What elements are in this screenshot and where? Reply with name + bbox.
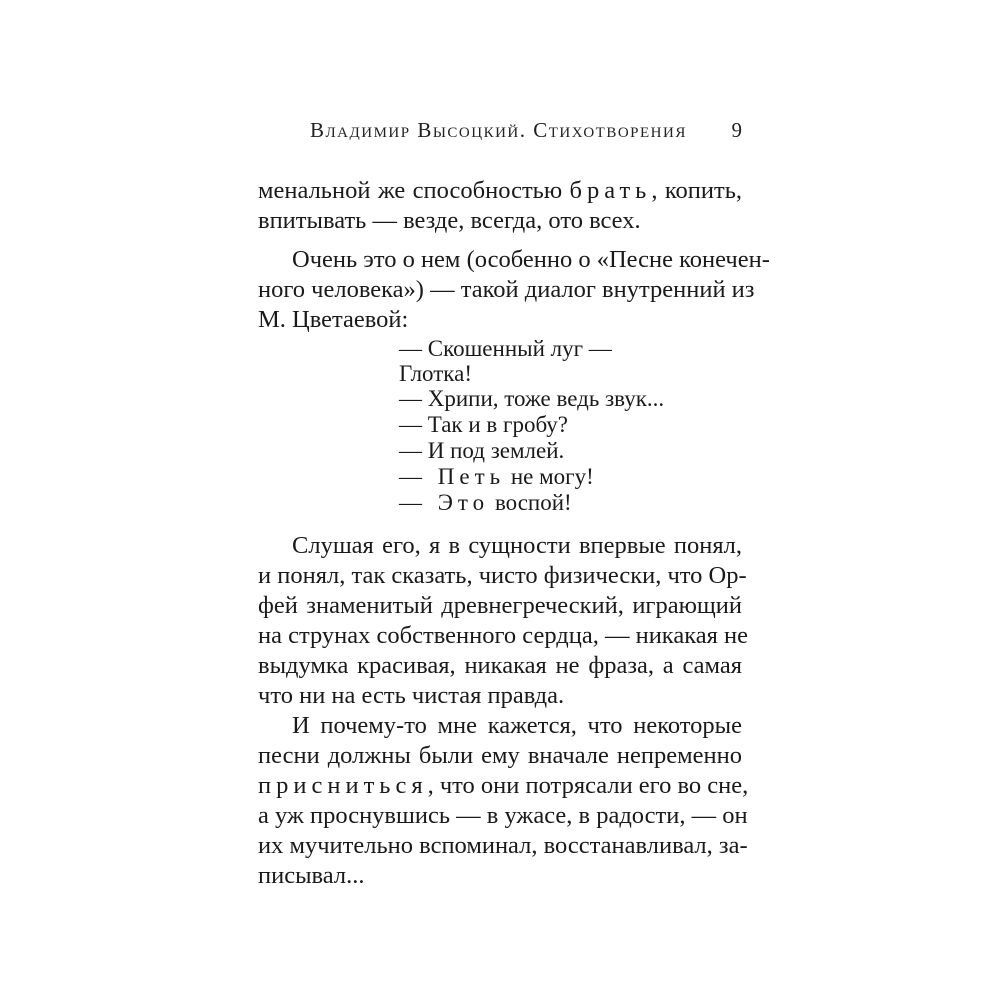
- paragraph-line: присниться, что они потрясали его во сне,: [258, 772, 749, 799]
- paragraph-line: ного человека») — такой диалог внутренний из: [258, 276, 755, 303]
- paragraph-line: фей знаменитый древнегреческий, играющий: [258, 592, 742, 619]
- paragraph-line: песни должны были ему вначале непременно: [258, 742, 742, 769]
- paragraph-line: выдумка красивая, никакая не фраза, а самая: [258, 652, 742, 679]
- verse-line: — Скошенный луг —: [399, 336, 612, 361]
- running-title: Владимир Высоцкий. Стихотворения: [310, 118, 687, 142]
- paragraph-line: менальной же способностью брать, копить,: [258, 177, 742, 204]
- spaced-word: — Это: [399, 490, 490, 515]
- paragraph-line: Очень это о нем (особенно о «Песне конечен-: [292, 246, 770, 273]
- running-head: [258, 118, 742, 148]
- verse-line: Глотка!: [399, 361, 472, 386]
- paragraph-line: и понял, так сказать, чисто физически, что Ор-: [258, 562, 747, 589]
- paragraph-line: Слушая его, я в сущности впервые понял,: [292, 532, 742, 559]
- spaced-word: брать: [569, 177, 652, 204]
- page-number: 9: [731, 118, 742, 142]
- paragraph-line: что ни на есть чистая правда.: [258, 682, 565, 709]
- verse-line: — И под землей.: [399, 438, 565, 463]
- paragraph-line: И почему-то мне кажется, что некоторые: [292, 712, 742, 739]
- paragraph-line: на струнах собственного сердца, — никакая не: [258, 622, 748, 649]
- paragraph-line: их мучительно вспоминал, восстанавливал, за-: [258, 832, 748, 859]
- verse-line: — Петь не могу!: [399, 464, 594, 489]
- verse-line: — Так и в гробу?: [399, 412, 568, 437]
- paragraph-line: М. Цветаевой:: [258, 306, 409, 333]
- spaced-word: — Петь: [399, 464, 506, 489]
- paragraph-line: писывал...: [258, 862, 365, 889]
- verse-line: — Хрипи, тоже ведь звук...: [399, 386, 665, 411]
- paragraph-line: впитывать — везде, всегда, ото всех.: [258, 207, 641, 234]
- paragraph-line: а уж проснувшись — в ужасе, в радости, — он: [258, 802, 748, 829]
- verse-line: — Это воспой!: [399, 490, 572, 515]
- spaced-word: присниться: [258, 772, 428, 799]
